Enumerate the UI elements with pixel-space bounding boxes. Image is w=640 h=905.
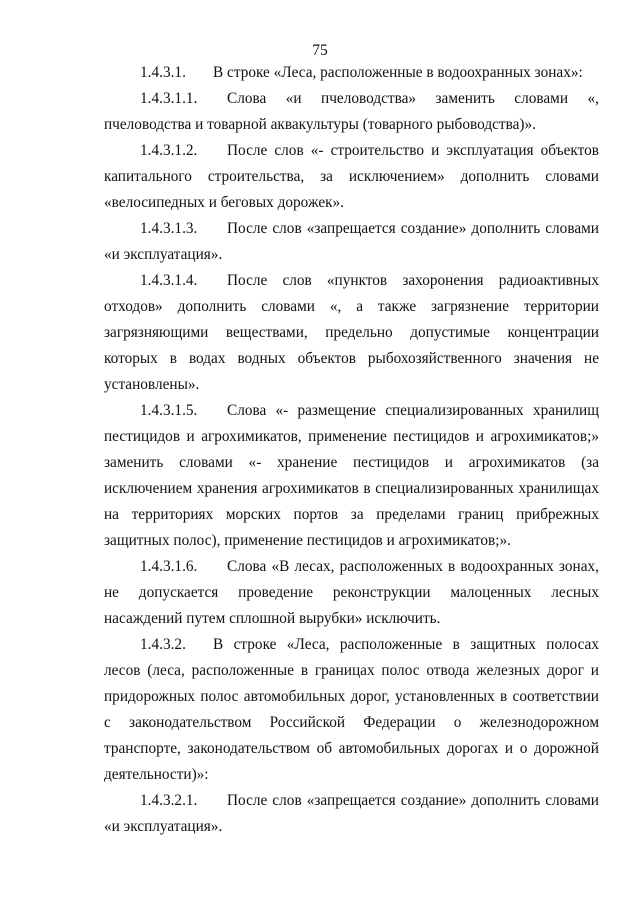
clause-number: 1.4.3.1. (140, 64, 186, 81)
paragraph-1-4-3-1-1 (104, 86, 599, 138)
clause-number: 1.4.3.1.3. (140, 220, 198, 237)
clause-text: Слова «- размещение специализированных хранилищ пестицидов и агрохимикатов, применение пестицидов и агрохимикатов;» заменить словами «- хранение пестицидов и агрохимикатов (за исключением хранения агрохимикатов в специализированных хранилищах на территориях морских портов за пределами границ прибрежных защитных полос), применение пестицидов и агрохимикатов;». (104, 402, 599, 549)
clause-number: 1.4.3.2. (140, 636, 186, 653)
clause-text: После слов «запрещается создание» дополнить словами «и эксплуатация». (104, 220, 599, 263)
clause-text: После слов «пунктов захоронения радиоактивных отходов» дополнить словами «, а также загрязнение территории загрязняющими веществами, предельно допустимые концентрации которых в водах водных объектов рыбохозяйственного значения не установлены». (104, 272, 599, 393)
clause-text: После слов «- строительство и эксплуатация объектов капитального строительства, за исключением» дополнить словами «велосипедных и беговых дорожек». (104, 142, 599, 211)
clause-number: 1.4.3.2.1. (140, 792, 198, 809)
clause-number: 1.4.3.1.2. (140, 142, 198, 159)
paragraph-1-4-3-1-6 (104, 554, 599, 632)
clause-text: После слов «запрещается создание» дополнить словами «и эксплуатация». (104, 792, 599, 835)
clause-number: 1.4.3.1.4. (140, 272, 198, 289)
clause-text: В строке «Леса, расположенные в водоохранных зонах»: (213, 64, 583, 81)
page-number: 75 (312, 42, 328, 59)
clause-text: Слова «и пчеловодства» заменить словами «, пчеловодства и товарной аквакультуры (товарного рыбоводства)». (104, 90, 599, 133)
paragraph-1-4-3-1-4 (104, 268, 599, 398)
paragraph-1-4-3-1 (104, 60, 599, 86)
clause-number: 1.4.3.1.6. (140, 558, 198, 575)
document-body (104, 60, 599, 840)
clause-number: 1.4.3.1.5. (140, 402, 198, 419)
clause-number: 1.4.3.1.1. (140, 90, 198, 107)
paragraph-1-4-3-1-3 (104, 216, 599, 268)
clause-text: В строке «Леса, расположенные в защитных полосах лесов (леса, расположенные в границах полос отвода железных дорог и придорожных полос автомобильных дорог, установленных в соответствии с законодательством Российской Федерации о железнодорожном транспорте, законодательством об автомобильных дорогах и о дорожной деятельности)»: (104, 636, 599, 783)
paragraph-1-4-3-2-1 (104, 788, 599, 840)
clause-text: Слова «В лесах, расположенных в водоохранных зонах, не допускается проведение реконструкции малоценных лесных насаждений путем сплошной вырубки» исключить. (104, 558, 599, 627)
paragraph-1-4-3-1-2 (104, 138, 599, 216)
paragraph-1-4-3-2 (104, 632, 599, 788)
paragraph-1-4-3-1-5 (104, 398, 599, 554)
